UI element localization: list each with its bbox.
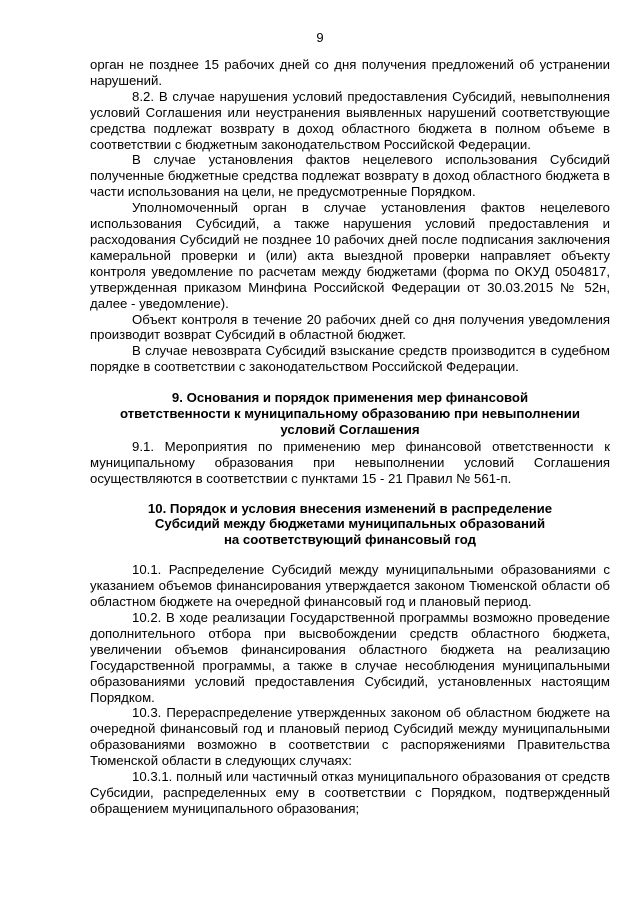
- section-10-heading-line: 10. Порядок и условия внесения изменений в распределение: [147, 500, 553, 516]
- paragraph-10-2: 10.2. В ходе реализации Государственной программы возможно проведение дополнительного отбора при высвобождении средств областного бюджета, увеличении объемов финансирования областного бюджета на реализацию Государственной программы, а также в случае несоблюдения муниципальными образованиями условий предоставления Субсидий, установленных настоящим Порядком.: [90, 610, 610, 705]
- paragraph-control-return: Объект контроля в течение 20 рабочих дней со дня получения уведомления производит возврат Субсидий в областной бюджет.: [90, 311, 610, 343]
- section-9-heading-line: ответственности к муниципальному образованию при невыполнении: [120, 406, 580, 422]
- paragraph-misuse-return: В случае установления фактов нецелевого использования Субсидий полученные бюджетные средства подлежат возврату в доход областного бюджета в части использования на цели, не предусмотренные Порядком.: [90, 152, 610, 200]
- section-9-heading-line: условий Соглашения: [280, 421, 420, 437]
- section-10-heading-line: Субсидий между бюджетами муниципальных образований: [154, 516, 546, 532]
- paragraph-10-3-1: 10.3.1. полный или частичный отказ муниципального образования от средств Субсидии, распределенных ему в соответствии с Порядком, подтвержденный обращением муниципального образования;: [90, 769, 610, 816]
- paragraph-court-recovery: В случае невозврата Субсидий взыскание средств производится в судебном порядке в соответствии с законодательством Российской Федерации.: [90, 343, 610, 375]
- paragraph-9-1: 9.1. Мероприятия по применению мер финансовой ответственности к муниципальному образования при невыполнении условий Соглашения осуществляются в соответствии с пунктами 15 - 21 Правил № 561-п.: [90, 438, 610, 486]
- section-9-heading-line: 9. Основания и порядок применения мер финансовой: [171, 390, 529, 406]
- page-number: 9: [316, 30, 324, 45]
- paragraph-8-2: 8.2. В случае нарушения условий предоставления Субсидий, невыполнения условий Соглашения или неустранения выявленных нарушений соответствующие средства подлежат возврату в доход областного бюджета в полном объеме в соответствии с бюджетным законодательством Российской Федерации.: [90, 88, 610, 152]
- section-9-heading: [90, 390, 610, 438]
- section-10-heading-line: на соответствующий финансовый год: [223, 532, 477, 548]
- paragraph-10-1: 10.1. Распределение Субсидий между муниципальными образованиями с указанием объемов финансирования утверждается законом Тюменской области об областном бюджете на очередной финансовый год и плановый период.: [90, 562, 610, 610]
- document-body: [90, 57, 610, 817]
- paragraph-10-3: 10.3. Перераспределение утвержденных законом об областном бюджете на очередной финансовый год и плановый период Субсидий между муниципальными образованиями возможно в соответствии с распоряжениями Правительства Тюменской области в следующих случаях:: [90, 705, 610, 769]
- section-10-heading: [90, 501, 610, 549]
- paragraph-notification: Уполномоченный орган в случае установления фактов нецелевого использования Субсидий, а также нарушения условий предоставления и расходования Субсидий не позднее 10 рабочих дней после подписания заключения камеральной проверки и (или) акта выездной проверки направляет объекту контроля уведомление по расчетам между бюджетами (форма по ОКУД 0504817, утвержденная приказом Минфина Российской Федерации от 30.03.2015 № 52н, далее - уведомление).: [90, 200, 610, 311]
- paragraph-continuation: орган не позднее 15 рабочих дней со дня получения предложений об устранении нарушений.: [90, 57, 610, 88]
